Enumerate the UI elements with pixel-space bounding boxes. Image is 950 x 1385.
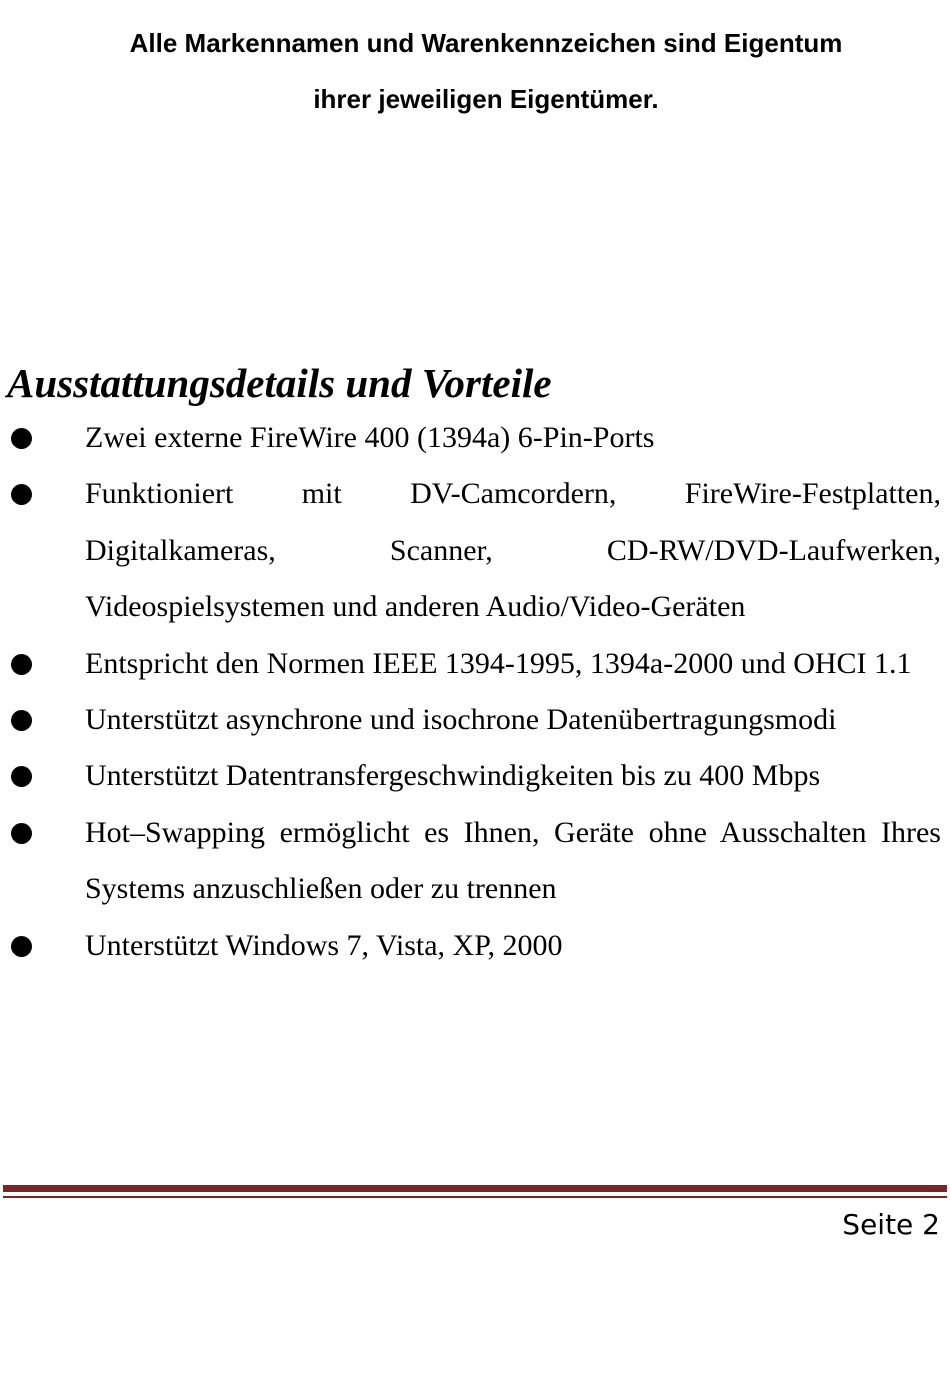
bullet-icon	[11, 936, 32, 957]
bullet-icon	[11, 484, 32, 505]
feature-item	[0, 636, 950, 692]
feature-text: Funktioniert mit DV-Camcordern, FireWire-Festplatten, Digitalkameras, Scanner, CD-RW/DVD-Laufwerken, Videospielsystemen und anderen Audio/Video-Geräten	[85, 477, 941, 624]
feature-item	[0, 692, 950, 748]
bullet-icon	[11, 710, 32, 731]
bullet-icon	[11, 654, 32, 675]
feature-text: Unterstützt Datentransfergeschwindigkeiten bis zu 400 Mbps	[85, 759, 821, 793]
feature-item	[0, 748, 950, 804]
bullet-icon	[11, 766, 32, 787]
bullet-icon	[11, 823, 32, 844]
feature-text: Unterstützt Windows 7, Vista, XP, 2000	[85, 928, 563, 962]
feature-item	[0, 918, 950, 974]
bullet-icon	[11, 428, 32, 449]
feature-item	[0, 805, 950, 918]
page-number: Seite 2	[842, 1208, 940, 1241]
feature-item	[0, 466, 950, 635]
feature-text: Zwei externe FireWire 400 (1394a) 6-Pin-Ports	[85, 421, 655, 454]
feature-text: Unterstützt asynchrone und isochrone Datenübertragungsmodi	[85, 703, 837, 737]
footer-rule-thick	[3, 1185, 947, 1192]
footer-rule-thin	[3, 1196, 947, 1198]
feature-text: Hot–Swapping ermöglicht es Ihnen, Geräte ohne Ausschalten Ihres Systems anzuschließen oder zu trennen	[85, 815, 941, 906]
trademark-notice-line-1: Alle Markennamen und Warenkennzeichen sind Eigentum	[129, 28, 843, 58]
feature-item	[0, 410, 950, 466]
trademark-notice-line-2: ihrer jeweiligen Eigentümer.	[313, 84, 659, 114]
section-title: Ausstattungsdetails und Vorteile	[7, 360, 552, 406]
feature-text: Entspricht den Normen IEEE 1394-1995, 1394a-2000 und OHCI 1.1	[85, 646, 912, 680]
feature-list	[0, 410, 950, 974]
